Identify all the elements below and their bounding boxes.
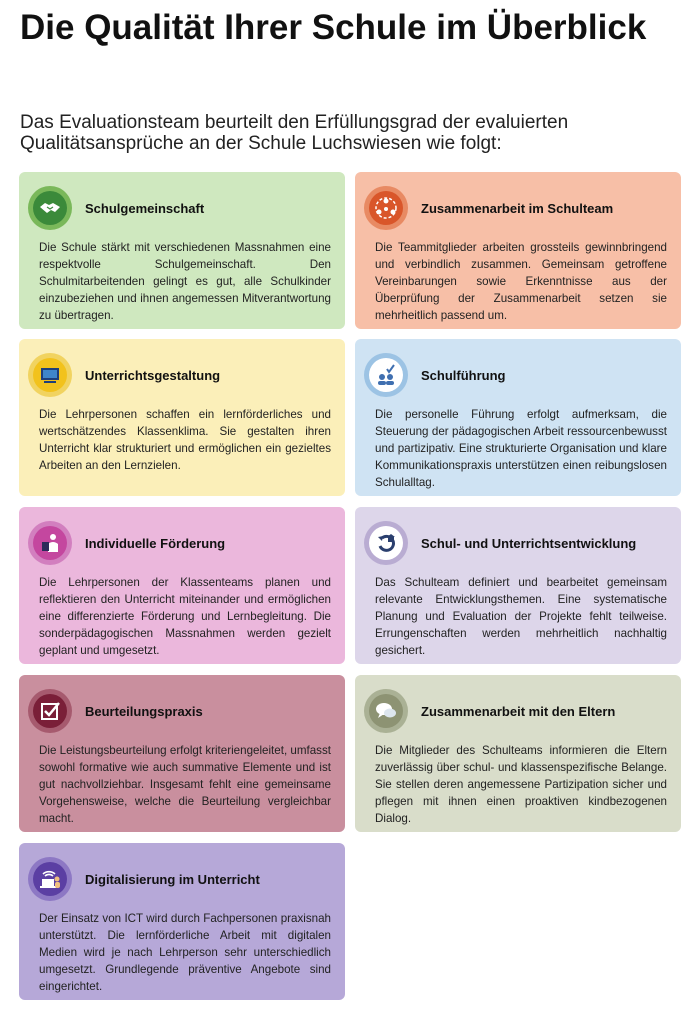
card-title: Individuelle Förderung	[85, 535, 226, 551]
laptop-wifi-icon	[28, 857, 72, 901]
card-schul-unterrichtsentwicklung	[355, 507, 681, 664]
page-subtitle: Das Evaluationsteam beurteilt den Erfüllungsgrad der evaluierten Qualitätsansprüche an der Schule Luchswiesen wie folgt:	[20, 112, 569, 154]
card-text: Die Mitglieder des Schulteams informieren die Eltern zuverlässig über schul- und klassenspezifische Belange. Sie stellen deren angemessene Partizipation sicher und pflegen mit ihnen einen proaktiven kindbezogenen Dialog.	[375, 744, 667, 825]
card-zusammenarbeit-eltern	[355, 675, 681, 832]
card-text: Der Einsatz von ICT wird durch Fachpersonen praxisnah unterstützt. Die lernförderliche Arbeit mit digitalen Medien wird je nach Lehrperson sehr unterschiedlich umgesetzt. Grundlegende präventive Angebote sind eingerichtet.	[39, 912, 331, 993]
card-unterrichtsgestaltung	[19, 339, 345, 496]
speech-bubbles-icon	[364, 689, 408, 733]
page-title: Die Qualität Ihrer Schule im Überblick	[20, 8, 647, 47]
card-text: Die personelle Führung erfolgt aufmerksam, die Steuerung der pädagogischen Arbeit ressourcenbewusst und partizipativ. Eine strukturierte Organisation und klare Kommunikationspraxis unterstützen einen reibungslosen Schulalltag.	[375, 408, 667, 489]
card-zusammenarbeit-schulteam	[355, 172, 681, 329]
card-title: Schul- und Unterrichtsentwicklung	[421, 535, 637, 551]
card-schulfuehrung	[355, 339, 681, 496]
school-cycle-icon	[364, 521, 408, 565]
leadership-check-icon	[364, 353, 408, 397]
card-text: Die Schule stärkt mit verschiedenen Massnahmen eine respektvolle Schulgemeinschaft. Den Schulmitarbeitenden gelingt es gut, alle Schulkinder einzubeziehen und ihnen angemessen Mitverantwortung zu übertragen.	[39, 241, 331, 322]
card-text: Die Lehrpersonen schaffen ein lernförderliches und wertschätzendes Klassenklima. Sie gestalten ihren Unterricht klar strukturiert und ermöglichen ein gezieltes Arbeiten an den Lernzielen.	[39, 408, 331, 472]
card-text: Das Schulteam definiert und bearbeitet gemeinsam relevante Entwicklungsthemen. Eine systematische Planung und Evaluation der Projekte fehlt teilweise. Errungenschaften werden mehrheitlich nachhaltig gesichert.	[375, 576, 667, 657]
team-network-icon	[364, 186, 408, 230]
handshake-icon	[28, 186, 72, 230]
card-title: Beurteilungspraxis	[85, 703, 203, 719]
student-book-icon	[28, 521, 72, 565]
presentation-board-icon	[28, 353, 72, 397]
checkbox-icon	[28, 689, 72, 733]
card-digitalisierung	[19, 843, 345, 1000]
card-title: Schulgemeinschaft	[85, 200, 205, 216]
card-text: Die Leistungsbeurteilung erfolgt kriteriengeleitet, umfasst sowohl formative wie auch summative Elemente und ist gut nachvollziehbar. Insgesamt fehlt eine gemeinsame Vorgehensweise, welche die Beurteilung vergleichbar macht.	[39, 744, 331, 825]
card-title: Zusammenarbeit mit den Eltern	[421, 703, 616, 719]
card-title: Digitalisierung im Unterricht	[85, 871, 260, 887]
card-text: Die Lehrpersonen der Klassenteams planen und reflektieren den Unterricht miteinander und ermöglichen eine differenzierte Förderung und Lernbegleitung. Die sonderpädagogischen Massnahmen werden gezielt geplant und umgesetzt.	[39, 576, 331, 657]
card-individuelle-foerderung	[19, 507, 345, 664]
card-title: Zusammenarbeit im Schulteam	[421, 200, 614, 216]
card-text: Die Teammitglieder arbeiten grossteils gewinnbringend und verbindlich zusammen. Gemeinsam getroffene Vereinbarungen sowie Erkenntnisse aus der Überprüfung der Zusammenarbeit setzen sie mehrheitlich passend um.	[375, 241, 667, 322]
card-title: Schulführung	[421, 367, 506, 383]
card-schulgemeinschaft	[19, 172, 345, 329]
card-beurteilungspraxis	[19, 675, 345, 832]
card-title: Unterrichtsgestaltung	[85, 367, 221, 383]
